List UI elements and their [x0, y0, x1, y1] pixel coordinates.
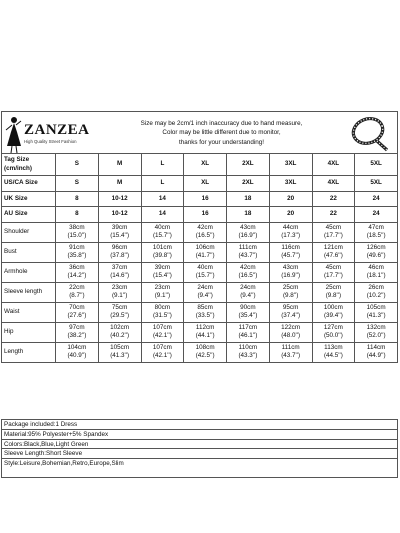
size-header-cell: 4XL — [312, 154, 355, 176]
size-conversion-row — [2, 176, 398, 192]
inch-value: (37.8'') — [110, 252, 130, 259]
row-label: AU Size — [2, 207, 56, 223]
measurement-cell — [56, 242, 99, 262]
notice-line: thanks for your understanding! — [178, 138, 265, 146]
inch-value: (18.1'') — [366, 272, 386, 279]
measurement-row — [2, 282, 398, 302]
measurement-cell — [355, 322, 398, 342]
cm-value: 97cm — [69, 323, 85, 331]
cm-value: 126cm — [366, 243, 386, 251]
inch-value: (9.1'') — [111, 292, 128, 299]
size-cell: 16 — [184, 207, 227, 223]
inch-value: (17.7'') — [323, 232, 343, 239]
cm-value: 70cm — [69, 303, 85, 311]
measurement-cell — [269, 342, 312, 362]
size-cell: L — [141, 176, 184, 192]
inch-value: (44.9'') — [366, 352, 386, 359]
row-label: UK Size — [2, 191, 56, 207]
size-header-cell: L — [141, 154, 184, 176]
cm-value: 121cm — [323, 243, 343, 251]
size-header-cell: S — [56, 154, 99, 176]
cm-value: 26cm — [368, 283, 384, 291]
cm-value: 111cm — [238, 243, 257, 251]
size-cell: 10-12 — [98, 191, 141, 207]
measurement-row — [2, 222, 398, 242]
inch-value: (42.5'') — [195, 352, 215, 359]
cm-value: 42cm — [197, 223, 213, 231]
cm-value: 116cm — [281, 243, 300, 251]
cm-value: 95cm — [282, 303, 299, 311]
cm-value: 36cm — [69, 263, 85, 271]
cm-value: 39cm — [154, 263, 171, 271]
measurement-cell — [312, 302, 355, 322]
size-cell: 2XL — [227, 176, 270, 192]
cm-value: 75cm — [111, 303, 128, 311]
size-chart-table — [1, 153, 398, 363]
cm-value: 122cm — [281, 323, 301, 331]
inch-value: (9.4'') — [197, 292, 213, 299]
inch-value: (44.1'') — [195, 332, 215, 339]
measurement-cell — [227, 322, 270, 342]
inch-value: (48.0'') — [281, 332, 301, 339]
size-cell: 20 — [269, 191, 312, 207]
cm-value: 117cm — [238, 323, 258, 331]
cm-value: 45cm — [325, 223, 342, 231]
measurement-row — [2, 322, 398, 342]
inch-value: (9.1'') — [154, 292, 171, 299]
measurement-cell — [269, 222, 312, 242]
inch-value: (42.1'') — [152, 332, 172, 339]
inch-value: (42.1'') — [152, 352, 172, 359]
info-package: Package included:1 Dress — [2, 420, 397, 430]
notice-line: Size may be 2cm/1 inch inaccuracy due to hand measure, — [140, 119, 303, 127]
inch-value: (39.4'') — [323, 312, 343, 319]
measurement-cell — [141, 302, 184, 322]
size-cell: 22 — [312, 191, 355, 207]
notice-line: Color may be little different due to monitor, — [162, 129, 281, 137]
inch-value: (38.2'') — [67, 332, 87, 339]
cm-value: 100cm — [323, 303, 343, 311]
measurement-row — [2, 262, 398, 282]
inch-value: (43.3'') — [238, 352, 258, 359]
measurement-cell — [355, 282, 398, 302]
cm-value: 85cm — [197, 303, 213, 311]
inch-value: (43.7'') — [281, 352, 301, 359]
measurement-row — [2, 342, 398, 362]
inch-value: (44.5'') — [323, 352, 343, 359]
cm-value: 107cm — [152, 323, 172, 331]
size-cell: 24 — [355, 207, 398, 223]
measurement-cell — [355, 302, 398, 322]
cm-value: 45cm — [325, 263, 342, 271]
row-label: Length — [2, 342, 56, 362]
row-label: Armhole — [2, 262, 56, 282]
inch-value: (16.9'') — [238, 232, 258, 239]
measurement-cell — [98, 282, 141, 302]
fashion-figure-icon — [2, 112, 24, 155]
cm-value: 42cm — [240, 263, 256, 271]
cm-value: 111cm — [281, 343, 300, 351]
cm-value: 91cm — [69, 243, 85, 251]
size-header-cell: M — [98, 154, 141, 176]
measurement-cell — [141, 342, 184, 362]
measurement-cell — [98, 322, 141, 342]
size-cell: 18 — [227, 207, 270, 223]
inch-value: (27.6'') — [67, 312, 87, 319]
measurement-row — [2, 302, 398, 322]
inch-value: (46.1'') — [238, 332, 258, 339]
size-cell: 10-12 — [98, 207, 141, 223]
measurement-cell — [56, 222, 99, 242]
cm-value: 96cm — [111, 243, 128, 251]
inch-value: (41.7'') — [195, 252, 215, 259]
size-cell: 5XL — [355, 176, 398, 192]
inch-value: (18.5'') — [366, 232, 386, 239]
cm-value: 22cm — [69, 283, 85, 291]
measurement-cell — [227, 222, 270, 242]
measurement-cell — [269, 282, 312, 302]
cm-value: 40cm — [197, 263, 213, 271]
measurement-cell — [269, 302, 312, 322]
measurement-cell — [355, 222, 398, 242]
cm-value: 37cm — [111, 263, 128, 271]
size-cell: 3XL — [269, 176, 312, 192]
cm-value: 24cm — [240, 283, 256, 291]
size-header-cell: 2XL — [227, 154, 270, 176]
measurement-cell — [184, 342, 227, 362]
cm-value: 127cm — [323, 323, 343, 331]
inch-value: (15.4'') — [110, 232, 130, 239]
measurement-cell — [227, 242, 270, 262]
inch-value: (15.0'') — [67, 232, 87, 239]
measurement-cell — [98, 222, 141, 242]
size-conversion-row — [2, 207, 398, 223]
inch-value: (47.6'') — [323, 252, 343, 259]
cm-value: 80cm — [154, 303, 171, 311]
inch-value: (31.5'') — [152, 312, 172, 319]
row-label: Shoulder — [2, 222, 56, 242]
measuring-tape-icon — [349, 115, 391, 153]
cm-value: 44cm — [282, 223, 299, 231]
inch-value: (29.5'') — [110, 312, 130, 319]
inch-value: (16.5'') — [195, 232, 215, 239]
inch-value: (10.2'') — [366, 292, 386, 299]
cm-value: 43cm — [240, 223, 256, 231]
inch-value: (9.8'') — [282, 292, 299, 299]
inch-value: (35.8'') — [67, 252, 87, 259]
measurement-cell — [141, 222, 184, 242]
inch-value: (33.5'') — [195, 312, 215, 319]
brand-name: ZANZEA — [24, 121, 90, 138]
cm-value: 46cm — [368, 263, 384, 271]
inch-value: (37.4'') — [281, 312, 301, 319]
inch-value: (14.6'') — [110, 272, 130, 279]
inch-value: (9.8'') — [325, 292, 342, 299]
size-cell: 8 — [56, 191, 99, 207]
inch-value: (16.9'') — [281, 272, 301, 279]
tag-size-row — [2, 154, 398, 176]
measurement-cell — [56, 282, 99, 302]
row-label: Waist — [2, 302, 56, 322]
size-header-cell: 5XL — [355, 154, 398, 176]
cm-value: 23cm — [111, 283, 128, 291]
info-style: Style:Leisure,Bohemian,Retro,Europe,Slim — [4, 460, 124, 468]
row-label: Sleeve length — [2, 282, 56, 302]
cm-value: 40cm — [154, 223, 171, 231]
inch-value: (41.3'') — [366, 312, 386, 319]
cm-value: 23cm — [154, 283, 171, 291]
measurement-cell — [98, 342, 141, 362]
info-sleeve-length: Sleeve Length:Short Sleeve — [2, 449, 397, 459]
row-label: Bust — [2, 242, 56, 262]
cm-value: 104cm — [67, 343, 87, 351]
inch-value: (39.8'') — [152, 252, 172, 259]
measurement-cell — [312, 282, 355, 302]
measurement-cell — [312, 262, 355, 282]
measurement-cell — [141, 262, 184, 282]
size-cell: M — [98, 176, 141, 192]
inch-value: (40.2'') — [110, 332, 130, 339]
measurement-cell — [269, 322, 312, 342]
inch-value: (15.7'') — [195, 272, 215, 279]
cm-value: 105cm — [110, 343, 130, 351]
inch-value: (15.7'') — [152, 232, 172, 239]
inch-value: (41.3'') — [110, 352, 130, 359]
measurement-cell — [312, 222, 355, 242]
cm-value: 101cm — [152, 243, 172, 251]
inch-value: (16.5'') — [238, 272, 258, 279]
cm-value: 132cm — [366, 323, 386, 331]
cm-value: 38cm — [69, 223, 85, 231]
inch-value: (43.7'') — [238, 252, 258, 259]
cm-value: 43cm — [282, 263, 299, 271]
size-header-cell: 3XL — [269, 154, 312, 176]
measurement-cell — [141, 242, 184, 262]
size-conversion-row — [2, 191, 398, 207]
size-header-cell: XL — [184, 154, 227, 176]
cm-value: 105cm — [366, 303, 386, 311]
brand-logo — [2, 112, 94, 155]
cm-value: 110cm — [238, 343, 258, 351]
measurement-row — [2, 242, 398, 262]
inch-value: (14.2'') — [67, 272, 87, 279]
inch-value: (17.7'') — [323, 272, 343, 279]
inch-value: (45.7'') — [281, 252, 301, 259]
measurement-cell — [312, 342, 355, 362]
measurement-cell — [227, 342, 270, 362]
cm-value: 90cm — [240, 303, 256, 311]
cm-value: 108cm — [195, 343, 215, 351]
measurement-cell — [56, 302, 99, 322]
cm-value: 102cm — [110, 323, 130, 331]
measurement-cell — [184, 222, 227, 242]
size-cell: 14 — [141, 207, 184, 223]
size-cell: S — [56, 176, 99, 192]
cm-value: 24cm — [197, 283, 213, 291]
inch-value: (9.4'') — [240, 292, 256, 299]
inch-value: (52.0'') — [366, 332, 386, 339]
measurement-cell — [227, 282, 270, 302]
size-cell: 22 — [312, 207, 355, 223]
info-material: Material:95% Polyester+5% Spandex — [2, 430, 397, 440]
inch-value: (15.4'') — [152, 272, 172, 279]
inch-value: (35.4'') — [238, 312, 258, 319]
measurement-cell — [56, 342, 99, 362]
size-cell: 24 — [355, 191, 398, 207]
measurement-cell — [312, 322, 355, 342]
measurement-cell — [184, 262, 227, 282]
brand-tagline: High Quality Street Fashion — [24, 138, 77, 144]
measurement-cell — [184, 322, 227, 342]
cm-value: 114cm — [366, 343, 386, 351]
inch-value: (49.6'') — [366, 252, 386, 259]
measurement-cell — [269, 262, 312, 282]
measurement-cell — [141, 322, 184, 342]
inch-value: (17.3'') — [281, 232, 301, 239]
size-cell: 18 — [227, 191, 270, 207]
measurement-cell — [98, 302, 141, 322]
size-cell: 8 — [56, 207, 99, 223]
product-info — [1, 419, 398, 478]
row-label: US/CA Size — [2, 176, 56, 192]
inch-value: (50.0'') — [323, 332, 343, 339]
cm-value: 25cm — [325, 283, 342, 291]
cm-value: 113cm — [324, 343, 343, 351]
measurement-cell — [355, 342, 398, 362]
cm-value: 106cm — [195, 243, 215, 251]
cm-value: 47cm — [368, 223, 384, 231]
row-label: Hip — [2, 322, 56, 342]
measurement-cell — [227, 262, 270, 282]
measurement-cell — [56, 322, 99, 342]
measurement-cell — [355, 262, 398, 282]
inch-value: (8.7'') — [69, 292, 85, 299]
size-cell: XL — [184, 176, 227, 192]
tag-size-label: Tag Size (cm/inch) — [2, 154, 56, 176]
size-cell: 20 — [269, 207, 312, 223]
measurement-cell — [98, 262, 141, 282]
cm-value: 107cm — [152, 343, 172, 351]
measurement-cell — [184, 242, 227, 262]
size-chart-header — [1, 111, 398, 154]
cm-value: 25cm — [282, 283, 299, 291]
measurement-cell — [355, 242, 398, 262]
measurement-cell — [56, 262, 99, 282]
measurement-cell — [184, 282, 227, 302]
size-cell: 4XL — [312, 176, 355, 192]
measurement-cell — [184, 302, 227, 322]
cm-value: 112cm — [195, 323, 215, 331]
inch-value: (40.9'') — [67, 352, 87, 359]
size-cell: 16 — [184, 191, 227, 207]
measurement-cell — [141, 282, 184, 302]
cm-value: 39cm — [111, 223, 128, 231]
measurement-cell — [269, 242, 312, 262]
measurement-cell — [227, 302, 270, 322]
measurement-cell — [98, 242, 141, 262]
measurement-cell — [312, 242, 355, 262]
size-cell: 14 — [141, 191, 184, 207]
info-colors: Colors:Black,Blue,Light Green — [2, 440, 397, 450]
